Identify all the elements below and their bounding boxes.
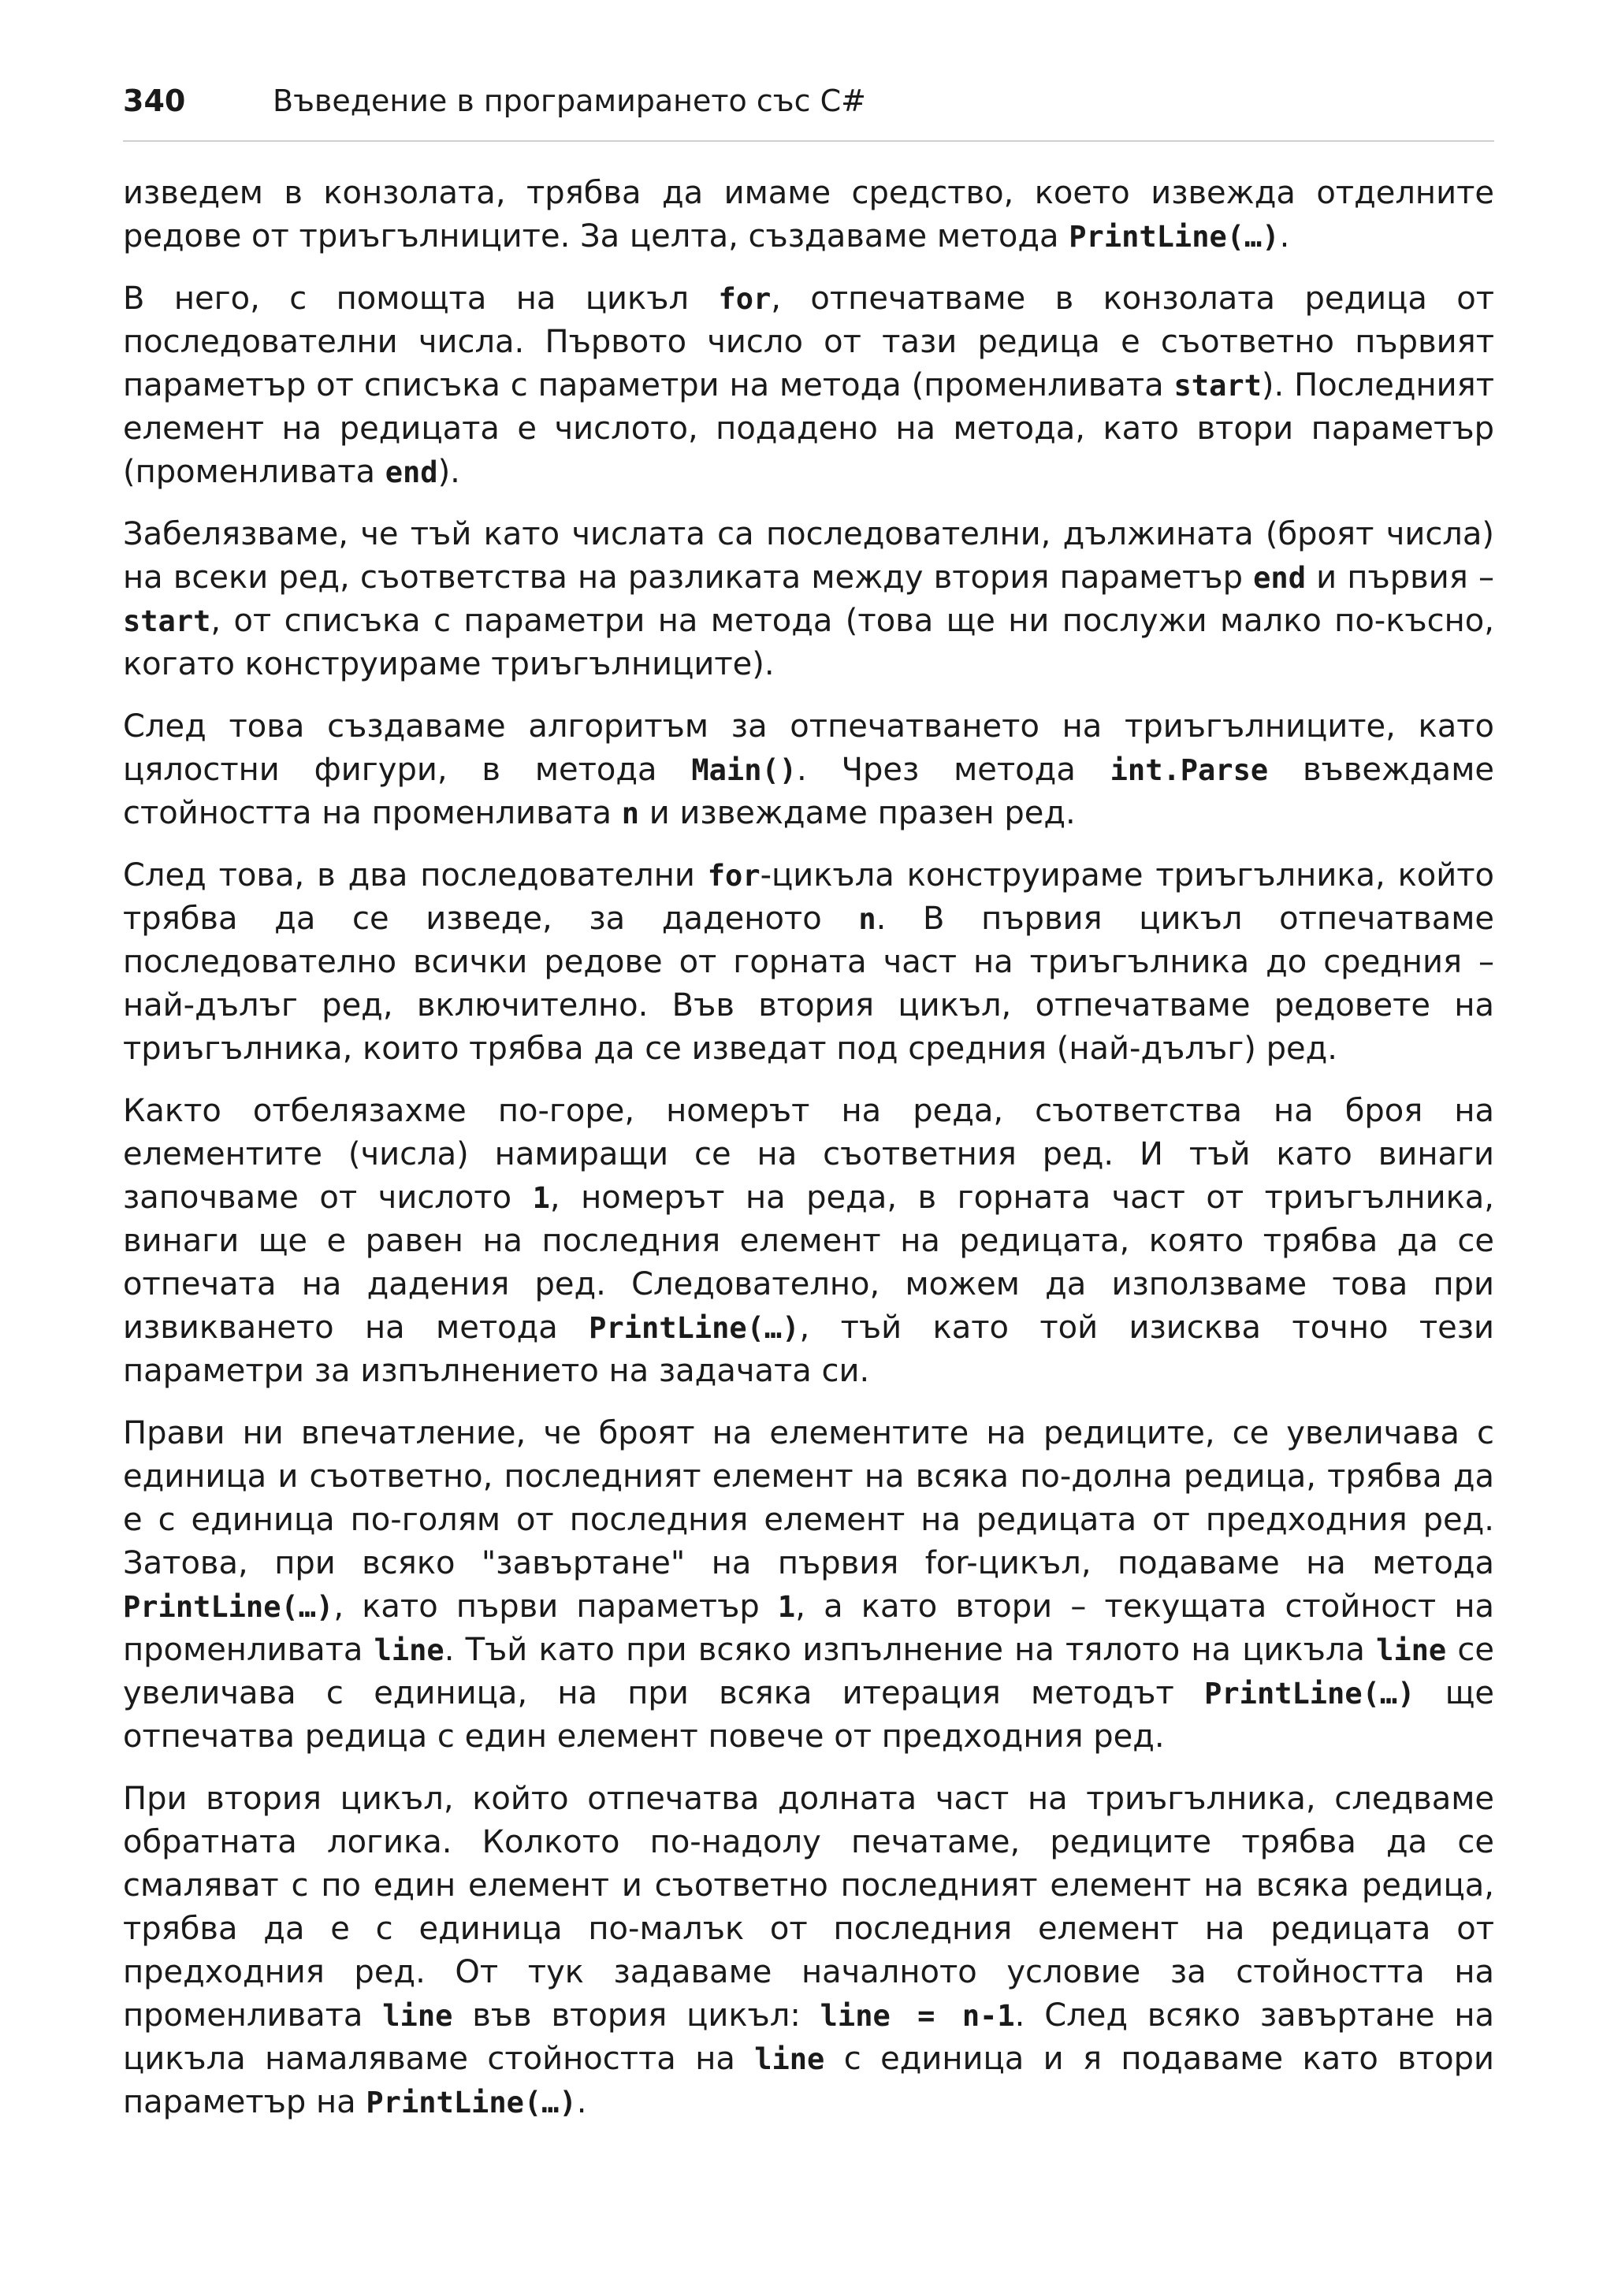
code-fragment: PrintLine(…) — [589, 1311, 800, 1345]
code-fragment: line — [754, 2042, 825, 2076]
code-fragment: end — [1253, 561, 1306, 595]
text-run: , а като втори – текущата стойност на променливата — [123, 1588, 1494, 1668]
text-run: -цикъла конструираме триъгълника, който трябва да се изведе, за даденото — [123, 857, 1495, 937]
book-title: Въведение в програмирането със C# — [273, 84, 866, 118]
text-run: . — [576, 2084, 587, 2120]
page-header — [123, 80, 1494, 142]
code-fragment: line — [1376, 1633, 1447, 1667]
text-run: В него, с помощта на цикъл — [123, 280, 719, 317]
code-fragment: for — [718, 282, 772, 316]
paragraph — [123, 1090, 1494, 1393]
body-text — [123, 172, 1494, 2143]
text-run: въвеждаме стойността на променливата — [123, 752, 1494, 831]
paragraph — [123, 277, 1494, 494]
text-run: При втория цикъл, който отпечатва долната част на триъгълника, следваме обратната логика. Колкото по-надолу печатаме, редиците трябва да се смаляват с по един елемент и съответно последният елемент на всяка редица, трябва да е с единица по-малък от последния елемент на редицата от предходния ред. От тук задаваме началното условие за стойността на променливата — [123, 1781, 1494, 2034]
code-fragment: line — [374, 1633, 444, 1667]
text-run: . Чрез метода — [797, 752, 1110, 788]
paragraph — [123, 1778, 1494, 2124]
text-run: изведем в конзолата, трябва да имаме средство, което извежда отделните редове от триъгълниците. За целта, създаваме метода — [123, 175, 1494, 254]
code-fragment: PrintLine(…) — [1204, 1677, 1415, 1711]
code-fragment: PrintLine(…) — [1069, 220, 1280, 254]
text-run: Както отбелязахме по-горе, номерът на реда, съответства на броя на елементите (числа) намиращи се на съответния ред. И тъй като винаги започваме от числото — [123, 1093, 1494, 1216]
paragraph — [123, 705, 1494, 835]
text-run: , номерът на реда, в горната част от триъгълника, винаги ще е равен на последния елемент на редицата, която трябва да се отпечата на дадения ред. Следователно, можем да използваме това при извикването на метода — [123, 1180, 1495, 1346]
code-fragment: 1 — [532, 1181, 550, 1215]
code-fragment: int.Parse — [1110, 753, 1269, 787]
code-fragment: 1 — [777, 1590, 796, 1624]
code-fragment: start — [123, 604, 211, 638]
code-fragment: Main() — [691, 753, 798, 787]
text-run: . В първия цикъл отпечатваме последователно всички редове от горната част на триъгълника до средния – най-дълъг ред, включително. Във втория цикъл, отпечатваме редовете на триъгълника, които трябва да се изведат под средния (най-дълъг) ред. — [123, 901, 1495, 1067]
code-fragment: line — [382, 1999, 453, 2033]
code-fragment: n — [621, 797, 639, 830]
text-run: , от списъка с параметри на метода (това ще ни послужи малко по-късно, когато конструираме триъгълниците). — [123, 603, 1494, 682]
text-run: и извеждаме празен ред. — [639, 795, 1076, 831]
text-run: ще отпечатва редица с един елемент повече от предходния ред. — [123, 1675, 1495, 1755]
code-fragment: line = n-1 — [820, 1999, 1015, 2033]
text-run: , тъй като той изисква точно тези параметри за изпълнението на задачата си. — [123, 1310, 1494, 1389]
text-run: Прави ни впечатление, че броят на елементите на редиците, се увеличава с единица и съответно, последният елемент на всяка по-долна редица, трябва да е с единица по-голям от последния елемент на редицата от предходния ред. Затова, при всяко "завъртане" на първия for-цикъл, подаваме на метода — [123, 1415, 1494, 1581]
code-fragment: for — [707, 859, 761, 893]
text-run: . След всяко завъртане на цикъла намаляваме стойността на — [123, 1997, 1494, 2077]
text-run: ). — [437, 454, 460, 490]
code-fragment: n — [858, 902, 876, 936]
text-run: ). Последният елемент на редицата е числото, подадено на метода, като втори параметър (променливата — [123, 367, 1494, 490]
paragraph — [123, 854, 1494, 1071]
text-run: Забелязваме, че тъй като числата са последователни, дължината (броят числа) на всеки ред, съответства на разликата между втория параметър — [123, 516, 1494, 596]
text-run: След това създаваме алгоритъм за отпечатването на триъгълниците, като цялостни фигури, в метода — [123, 708, 1494, 788]
text-run: . Тъй като при всяко изпълнение на тялото на цикъла — [444, 1632, 1377, 1668]
code-fragment: end — [385, 455, 438, 489]
text-run: , като първи параметър — [333, 1588, 778, 1625]
code-fragment: start — [1173, 369, 1262, 403]
text-run: и първия – — [1305, 559, 1495, 596]
page-number: 340 — [123, 84, 186, 118]
text-run: във втория цикъл: — [452, 1997, 820, 2034]
text-run: се увеличава с единица, на при всяка итерация методът — [123, 1632, 1494, 1711]
text-run: . — [1279, 218, 1290, 254]
code-fragment: PrintLine(…) — [123, 1590, 334, 1624]
paragraph — [123, 172, 1494, 258]
text-run: с единица и я подаваме като втори параметър на — [123, 2041, 1495, 2120]
paragraph — [123, 1412, 1494, 1759]
text-run: След това, в два последователни — [123, 857, 708, 894]
paragraph — [123, 513, 1494, 686]
text-run: , отпечатваме в конзолата редица от последователни числа. Първото число от тази редица е съответно първият параметър от списъка с параметри на метода (променливата — [123, 280, 1495, 403]
code-fragment: PrintLine(…) — [366, 2086, 577, 2120]
